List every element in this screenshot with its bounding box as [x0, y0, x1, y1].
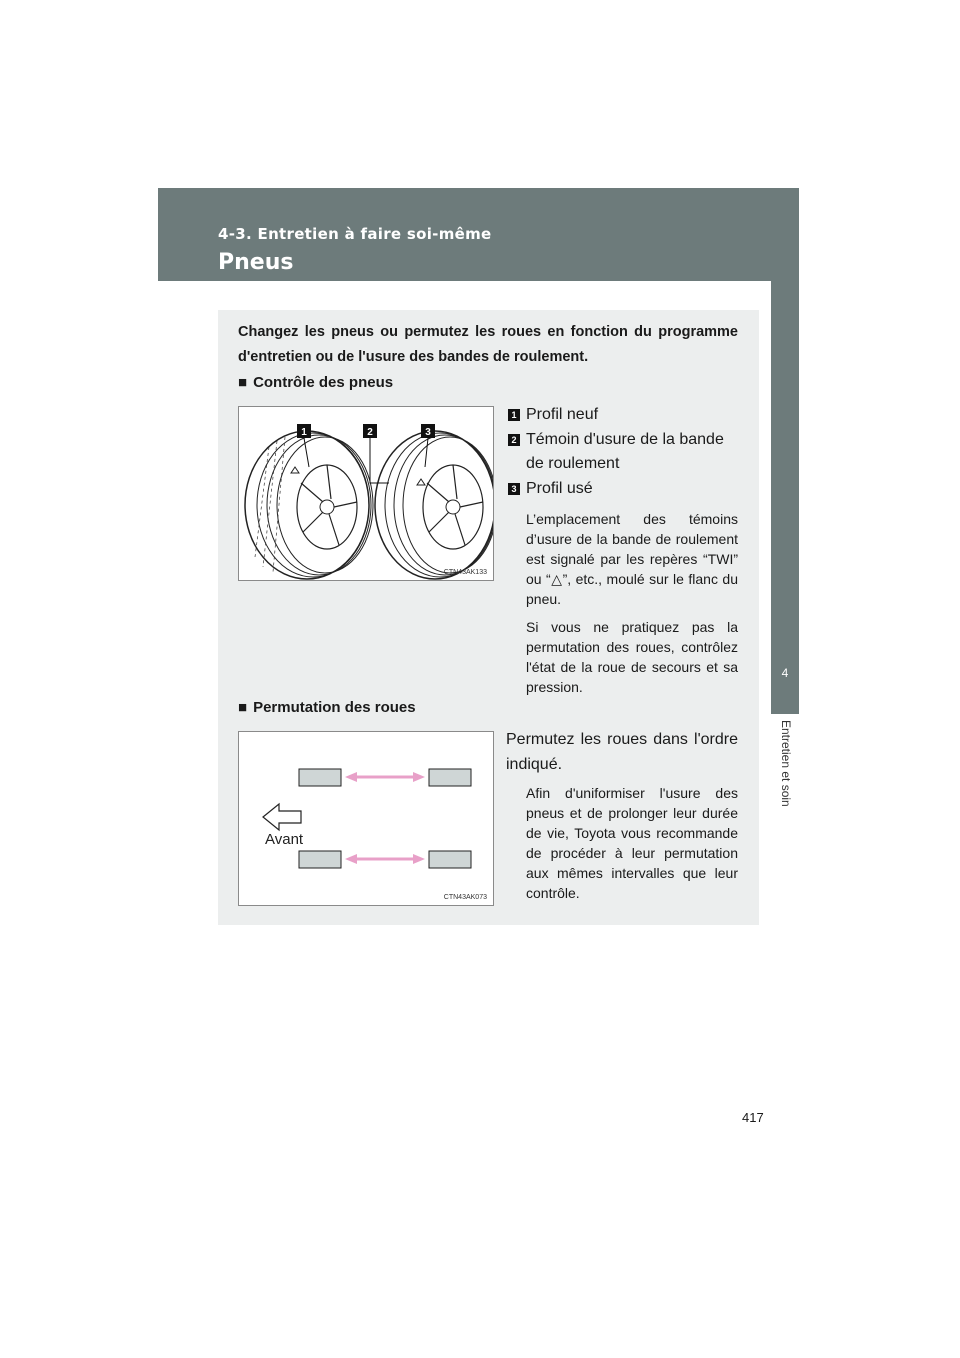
- worn-tire-icon: [375, 431, 493, 579]
- spare-note: Si vous ne pratiquez pas la permutation des roues, contrôlez l'état de la roue de secours et sa pression.: [526, 619, 738, 695]
- side-tab: [771, 188, 799, 714]
- page-title: Pneus: [218, 250, 294, 275]
- figure-code: CTN43AK073: [443, 894, 487, 901]
- list-item-text: Profil usé: [526, 480, 593, 497]
- new-tire-icon: [245, 431, 373, 579]
- num-badge: 3: [508, 483, 520, 495]
- bullet-icon: ■: [238, 374, 248, 391]
- callout-1: 1: [301, 427, 307, 438]
- front-arrow-icon: [263, 804, 301, 830]
- list-item: [506, 403, 738, 427]
- page-header: [158, 188, 799, 281]
- figure-code: CTN43AK133: [443, 569, 487, 576]
- rotation-figure: [238, 731, 494, 906]
- list-item-text: Profil neuf: [526, 406, 599, 423]
- callout-3: 3: [425, 427, 431, 438]
- front-label: Avant: [265, 831, 304, 848]
- intro-text: Changez les pneus ou permutez les roues en fonction du programme d'entretien ou de l'usure des bandes de roulement.: [238, 324, 738, 365]
- page-number: 417: [742, 1110, 764, 1125]
- twi-note: L’emplacement des témoins d’usure de la bande de roulement est signalé par les repères “TWI” ou “△”, etc., moulé sur le flanc du pneu.: [526, 511, 738, 607]
- section-label: 4-3. Entretien à faire soi-même: [218, 225, 492, 243]
- double-arrow-icon: [345, 772, 425, 782]
- list-item: [506, 477, 738, 501]
- tire-illustration: [239, 407, 493, 580]
- num-badge: 2: [508, 434, 520, 446]
- chapter-title: Entretien et soin: [779, 720, 793, 807]
- tire-check-list: [506, 403, 738, 697]
- tire-check-heading-text: Contrôle des pneus: [253, 374, 394, 391]
- double-arrow-icon: [345, 854, 425, 864]
- bullet-icon: ■: [238, 699, 248, 716]
- list-item-text: Témoin d'usure de la bande de roulement: [526, 431, 724, 472]
- rotation-heading-text: Permutation des roues: [253, 699, 416, 716]
- rotation-diagram: [239, 732, 493, 905]
- num-badge: 1: [508, 409, 520, 421]
- rotation-note: Afin d'uniformiser l'usure des pneus et de prolonger leur durée de vie, Toyota vous recommande de procéder à leur permutation aux mêmes intervalles que leur contrôle.: [526, 785, 738, 901]
- tire-check-heading: [238, 374, 393, 391]
- chapter-number: 4: [781, 666, 789, 680]
- tire-figure: [238, 406, 494, 581]
- content-box: [218, 310, 759, 925]
- list-item: [506, 428, 738, 476]
- rotation-text: [506, 727, 738, 903]
- rotation-main-text: Permutez les roues dans l'ordre indiqué.: [506, 731, 738, 773]
- callout-2: 2: [367, 427, 373, 438]
- rotation-heading: [238, 699, 416, 716]
